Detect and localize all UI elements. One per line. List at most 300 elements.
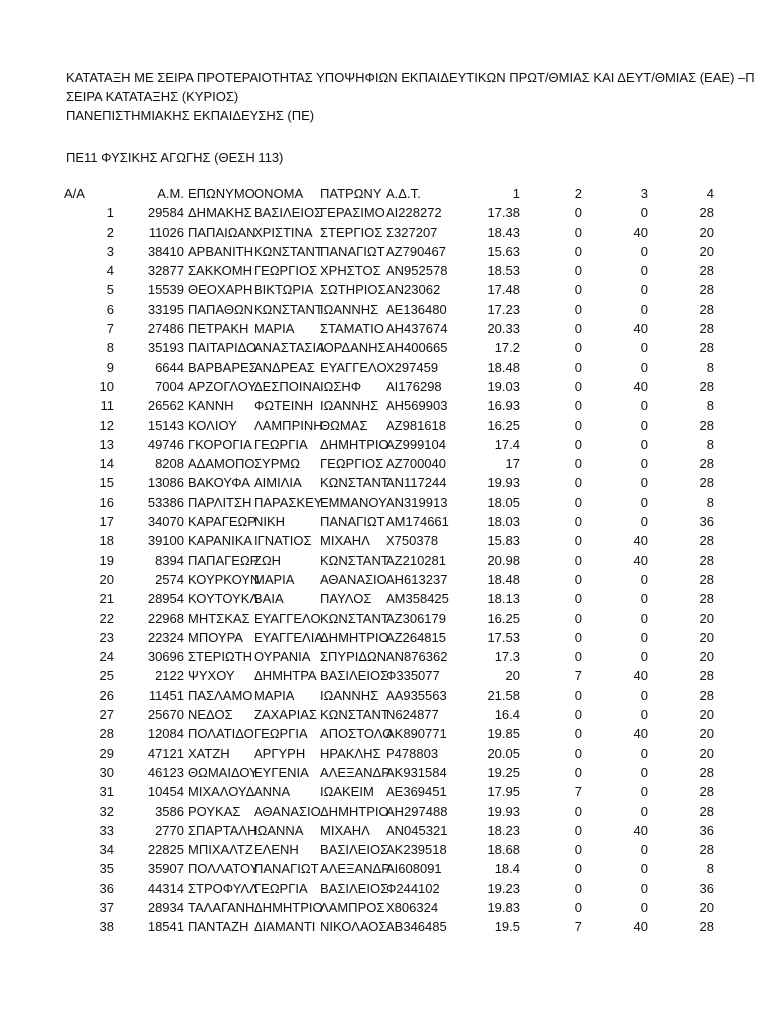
row-index-cell: 14: [99, 456, 114, 472]
score-3-cell: 0: [640, 784, 648, 800]
score-4-cell: 20: [699, 899, 714, 915]
score-4-cell: 28: [699, 784, 714, 800]
id-number-cell: ΑΗ400665: [386, 340, 448, 356]
id-number-cell: Φ335077: [386, 668, 440, 684]
registration-number-cell: 28934: [147, 899, 184, 915]
table-body: [62, 203, 716, 936]
id-number-cell: ΑΝ876362: [386, 649, 448, 665]
score-1-cell: 19.85: [487, 726, 520, 742]
score-3-cell: 40: [633, 726, 648, 742]
table-row: [62, 763, 716, 782]
surname-cell: ΜΙΧΑΛΟΥΔ: [188, 784, 255, 800]
registration-number-cell: 22324: [147, 629, 184, 645]
row-index-cell: 38: [99, 919, 114, 935]
score-1-cell: 18.13: [487, 591, 520, 607]
father-name-cell: ΚΩΝΣΤΑΝΤ: [320, 707, 389, 723]
score-2-cell: 0: [574, 803, 582, 819]
score-1-cell: 20.33: [487, 321, 520, 337]
score-1-cell: 21.58: [487, 687, 520, 703]
score-3-cell: 0: [640, 456, 648, 472]
father-name-cell: ΣΠΥΡΙΔΩΝ: [320, 649, 387, 665]
father-name-cell: ΔΗΜΗΤΡΙΟ: [320, 436, 389, 452]
score-2-cell: 0: [574, 707, 582, 723]
id-number-cell: ΑΙ608091: [386, 861, 442, 877]
father-name-cell: ΙΟΡΔΑΝΗΣ: [320, 340, 386, 356]
row-index-cell: 16: [99, 494, 114, 510]
first-name-cell: ΜΑΡΙΑ: [254, 321, 295, 337]
id-number-cell: ΑΝ045321: [386, 822, 448, 838]
row-index-cell: 10: [99, 378, 114, 394]
registration-number-cell: 15539: [147, 282, 184, 298]
row-index-cell: 25: [99, 668, 114, 684]
id-number-cell: Χ297459: [386, 359, 439, 375]
surname-cell: ΒΑΚΟΥΦΑ: [188, 475, 250, 491]
score-3-cell: 0: [640, 899, 648, 915]
score-2-cell: 0: [574, 263, 582, 279]
id-number-cell: ΑΝ319913: [386, 494, 448, 510]
table-row: [62, 802, 716, 821]
score-1-cell: 17.38: [487, 205, 520, 221]
id-number-cell: ΑΖ790467: [386, 243, 446, 259]
score-2-cell: 0: [574, 745, 582, 761]
registration-number-cell: 25670: [147, 707, 184, 723]
surname-cell: ΣΠΑΡΤΑΛΗ: [188, 822, 257, 838]
surname-cell: ΠΕΤΡΑΚΗ: [188, 321, 249, 337]
table-row: [62, 261, 716, 280]
registration-number-cell: 33195: [147, 301, 184, 317]
score-1-cell: 18.68: [487, 842, 520, 858]
registration-number-cell: 2122: [155, 668, 184, 684]
surname-cell: ΘΩΜΑΙΔΟΥ: [188, 764, 258, 780]
row-index-cell: 37: [99, 899, 114, 915]
surname-cell: ΠΑΠΑΓΕΩΡ: [188, 552, 259, 568]
score-4-cell: 28: [699, 533, 714, 549]
first-name-cell: ΟΥΡΑΝΙΑ: [254, 649, 311, 665]
table-row: [62, 744, 716, 763]
registration-number-cell: 34070: [147, 514, 184, 530]
score-2-cell: 7: [574, 668, 582, 684]
row-index-cell: 19: [99, 552, 114, 568]
first-name-cell: ΔΗΜΗΤΡΙΟ: [254, 899, 323, 915]
score-1-cell: 18.03: [487, 514, 520, 530]
column-header: 1: [512, 186, 520, 201]
registration-number-cell: 53386: [147, 494, 184, 510]
first-name-cell: ΦΩΤΕΙΝΗ: [254, 398, 314, 414]
surname-cell: ΠΑΠΑΘΩΝ: [188, 301, 254, 317]
score-4-cell: 36: [699, 880, 714, 896]
score-2-cell: 0: [574, 224, 582, 240]
id-number-cell: ΑΒ346485: [386, 919, 447, 935]
first-name-cell: ΓΕΩΡΓΙΑ: [254, 880, 308, 896]
row-index-cell: 36: [99, 880, 114, 896]
father-name-cell: ΚΩΝΣΤΑΝΤ: [320, 552, 389, 568]
score-1-cell: 18.48: [487, 571, 520, 587]
score-3-cell: 0: [640, 205, 648, 221]
table-row: [62, 782, 716, 801]
father-name-cell: ΝΙΚΟΛΑΟΣ: [320, 919, 387, 935]
score-1-cell: 17.95: [487, 784, 520, 800]
registration-number-cell: 46123: [147, 764, 184, 780]
first-name-cell: ΕΥΑΓΓΕΛΟ: [254, 610, 321, 626]
surname-cell: ΡΟΥΚΑΣ: [188, 803, 241, 819]
score-4-cell: 20: [699, 224, 714, 240]
father-name-cell: ΔΗΜΗΤΡΙΟ: [320, 803, 389, 819]
surname-cell: ΚΑΡΑΝΙΚΑ: [188, 533, 253, 549]
score-2-cell: 0: [574, 494, 582, 510]
surname-cell: ΚΑΡΑΓΕΩΡ: [188, 514, 256, 530]
row-index-cell: 1: [106, 205, 114, 221]
score-1-cell: 19.83: [487, 899, 520, 915]
column-header: Α.Δ.Τ.: [386, 186, 421, 201]
first-name-cell: ΑΙΜΙΛΙΑ: [254, 475, 302, 491]
section-title: ΠΕ11 ΦΥΣΙΚΗΣ ΑΓΩΓΗΣ (ΘΕΣΗ 113): [66, 150, 284, 165]
surname-cell: ΧΑΤΖΗ: [188, 745, 230, 761]
first-name-cell: ΔΕΣΠΟΙΝΑ: [254, 378, 321, 394]
score-4-cell: 8: [706, 494, 714, 510]
score-4-cell: 28: [699, 282, 714, 298]
score-3-cell: 0: [640, 263, 648, 279]
score-2-cell: 0: [574, 687, 582, 703]
score-1-cell: 16.25: [487, 610, 520, 626]
score-3-cell: 40: [633, 224, 648, 240]
score-1-cell: 18.4: [494, 861, 520, 877]
score-3-cell: 0: [640, 591, 648, 607]
registration-number-cell: 15143: [147, 417, 184, 433]
first-name-cell: ΜΑΡΙΑ: [254, 687, 295, 703]
row-index-cell: 21: [99, 591, 114, 607]
surname-cell: ΚΑΝΝΗ: [188, 398, 234, 414]
score-3-cell: 0: [640, 861, 648, 877]
father-name-cell: ΕΜΜΑΝΟΥ: [320, 494, 387, 510]
father-name-cell: ΙΩΑΝΝΗΣ: [320, 687, 379, 703]
score-3-cell: 0: [640, 417, 648, 433]
score-3-cell: 0: [640, 649, 648, 665]
registration-number-cell: 7004: [155, 378, 184, 394]
score-3-cell: 40: [633, 919, 648, 935]
score-2-cell: 0: [574, 359, 582, 375]
score-1-cell: 20.05: [487, 745, 520, 761]
father-name-cell: ΒΑΣΙΛΕΙΟΣ: [320, 668, 389, 684]
score-3-cell: 0: [640, 629, 648, 645]
surname-cell: ΣΑΚΚΟΜΗ: [188, 263, 252, 279]
score-4-cell: 28: [699, 591, 714, 607]
row-index-cell: 9: [106, 359, 114, 375]
surname-cell: ΑΡΒΑΝΙΤΗ: [188, 243, 254, 259]
column-header: 3: [640, 186, 648, 201]
table-header-row: [62, 184, 716, 203]
score-1-cell: 17.2: [494, 340, 520, 356]
row-index-cell: 18: [99, 533, 114, 549]
id-number-cell: Φ244102: [386, 880, 440, 896]
header-line-2: ΣΕΙΡΑ ΚΑΤΑΤΑΞΗΣ (ΚΥΡΙΟΣ): [66, 89, 239, 104]
first-name-cell: ΕΥΓΕΝΙΑ: [254, 764, 309, 780]
score-3-cell: 0: [640, 745, 648, 761]
surname-cell: ΜΠΟΥΡΑ: [188, 629, 243, 645]
score-1-cell: 19.93: [487, 475, 520, 491]
first-name-cell: ΑΝΝΑ: [254, 784, 291, 800]
row-index-cell: 31: [99, 784, 114, 800]
table-row: [62, 338, 716, 357]
father-name-cell: ΑΘΑΝΑΣΙΟ: [320, 571, 387, 587]
registration-number-cell: 47121: [147, 745, 184, 761]
score-3-cell: 0: [640, 803, 648, 819]
first-name-cell: ΛΑΜΠΡΙΝΗ: [254, 417, 323, 433]
first-name-cell: ΓΕΩΡΓΙΑ: [254, 726, 308, 742]
score-4-cell: 28: [699, 668, 714, 684]
id-number-cell: ΑΖ700040: [386, 456, 446, 472]
row-index-cell: 24: [99, 649, 114, 665]
score-3-cell: 0: [640, 764, 648, 780]
id-number-cell: Σ327207: [386, 224, 438, 240]
score-3-cell: 0: [640, 359, 648, 375]
id-number-cell: ΑΙ176298: [386, 378, 442, 394]
father-name-cell: ΙΩΑΝΝΗΣ: [320, 398, 379, 414]
first-name-cell: ΔΙΑΜΑΝΤΙ: [254, 919, 316, 935]
score-1-cell: 16.25: [487, 417, 520, 433]
registration-number-cell: 35193: [147, 340, 184, 356]
father-name-cell: ΠΑΝΑΓΙΩΤ: [320, 514, 385, 530]
father-name-cell: ΣΤΕΡΓΙΟΣ: [320, 224, 383, 240]
score-2-cell: 0: [574, 552, 582, 568]
id-number-cell: ΑΝ952578: [386, 263, 448, 279]
score-1-cell: 18.23: [487, 822, 520, 838]
first-name-cell: ΚΩΝΣΤΑΝΤ: [254, 301, 323, 317]
registration-number-cell: 44314: [147, 880, 184, 896]
surname-cell: ΚΟΥΤΟΥΚΛ: [188, 591, 259, 607]
registration-number-cell: 35907: [147, 861, 184, 877]
surname-cell: ΑΡΖΟΓΛΟΥ: [188, 378, 257, 394]
id-number-cell: ΑΙ228272: [386, 205, 442, 221]
surname-cell: ΜΠΙΧΑΛΤΖ: [188, 842, 253, 858]
score-2-cell: 0: [574, 475, 582, 491]
score-4-cell: 20: [699, 649, 714, 665]
table-row: [62, 203, 716, 222]
score-4-cell: 36: [699, 822, 714, 838]
id-number-cell: ΑΖ264815: [386, 629, 446, 645]
row-index-cell: 11: [100, 398, 114, 414]
score-1-cell: 15.63: [487, 243, 520, 259]
father-name-cell: ΗΡΑΚΛΗΣ: [320, 745, 381, 761]
score-2-cell: 0: [574, 842, 582, 858]
score-2-cell: 0: [574, 629, 582, 645]
surname-cell: ΣΤΕΡΙΩΤΗ: [188, 649, 252, 665]
score-4-cell: 28: [699, 205, 714, 221]
registration-number-cell: 2574: [155, 571, 184, 587]
registration-number-cell: 32877: [147, 263, 184, 279]
row-index-cell: 17: [99, 514, 114, 530]
row-index-cell: 30: [99, 764, 114, 780]
id-number-cell: ΑΝ23062: [386, 282, 441, 298]
row-index-cell: 28: [99, 726, 114, 742]
row-index-cell: 22: [99, 610, 114, 626]
registration-number-cell: 49746: [147, 436, 184, 452]
father-name-cell: ΓΕΩΡΓΙΟΣ: [320, 456, 384, 472]
table-row: [62, 724, 716, 743]
first-name-cell: ΕΥΑΓΓΕΛΙΑ: [254, 629, 324, 645]
score-4-cell: 20: [699, 629, 714, 645]
row-index-cell: 4: [106, 263, 114, 279]
id-number-cell: ΑΗ297488: [386, 803, 448, 819]
table-row: [62, 435, 716, 454]
father-name-cell: ΒΑΣΙΛΕΙΟΣ: [320, 842, 389, 858]
score-1-cell: 19.23: [487, 880, 520, 896]
row-index-cell: 34: [99, 842, 114, 858]
surname-cell: ΘΕΟΧΑΡΗ: [188, 282, 253, 298]
table-row: [62, 242, 716, 261]
father-name-cell: ΑΛΕΞΑΝΔΡ: [320, 861, 390, 877]
father-name-cell: ΙΩΣΗΦ: [320, 378, 362, 394]
column-header: Α/Α: [64, 186, 85, 201]
table-row: [62, 589, 716, 608]
registration-number-cell: 3586: [155, 803, 184, 819]
registration-number-cell: 29584: [147, 205, 184, 221]
score-1-cell: 17: [505, 456, 520, 472]
row-index-cell: 2: [106, 224, 114, 240]
table-row: [62, 493, 716, 512]
score-2-cell: 0: [574, 243, 582, 259]
score-3-cell: 40: [633, 822, 648, 838]
table-row: [62, 454, 716, 473]
surname-cell: ΠΑΣΛΑΜΟ: [188, 687, 253, 703]
father-name-cell: ΘΩΜΑΣ: [320, 417, 368, 433]
score-2-cell: 0: [574, 861, 582, 877]
row-index-cell: 7: [106, 321, 114, 337]
father-name-cell: ΠΑΝΑΓΙΩΤ: [320, 243, 385, 259]
first-name-cell: ΑΡΓΥΡΗ: [254, 745, 306, 761]
registration-number-cell: 26562: [147, 398, 184, 414]
score-2-cell: 7: [574, 784, 582, 800]
score-2-cell: 0: [574, 282, 582, 298]
id-number-cell: ΑΗ437674: [386, 321, 448, 337]
score-2-cell: 7: [574, 919, 582, 935]
score-2-cell: 0: [574, 899, 582, 915]
score-4-cell: 20: [699, 707, 714, 723]
score-2-cell: 0: [574, 417, 582, 433]
id-number-cell: ΑΕ369451: [386, 784, 447, 800]
score-2-cell: 0: [574, 649, 582, 665]
score-2-cell: 0: [574, 436, 582, 452]
first-name-cell: ΓΕΩΡΓΙΟΣ: [254, 263, 318, 279]
row-index-cell: 26: [99, 687, 114, 703]
score-1-cell: 15.83: [487, 533, 520, 549]
score-4-cell: 36: [699, 514, 714, 530]
table-row: [62, 551, 716, 570]
first-name-cell: ΑΝΔΡΕΑΣ: [254, 359, 315, 375]
score-3-cell: 40: [633, 668, 648, 684]
father-name-cell: ΧΡΗΣΤΟΣ: [320, 263, 381, 279]
score-3-cell: 40: [633, 552, 648, 568]
table-row: [62, 570, 716, 589]
first-name-cell: ΙΩΑΝΝΑ: [254, 822, 304, 838]
score-4-cell: 28: [699, 571, 714, 587]
row-index-cell: 20: [99, 571, 114, 587]
table-row: [62, 280, 716, 299]
first-name-cell: ΧΡΙΣΤΙΝΑ: [254, 224, 313, 240]
score-1-cell: 20: [505, 668, 520, 684]
score-1-cell: 17.53: [487, 629, 520, 645]
id-number-cell: ΑΖ210281: [386, 552, 446, 568]
id-number-cell: ΑΑ935563: [386, 687, 447, 703]
id-number-cell: ΑΝ117244: [386, 475, 447, 491]
registration-number-cell: 39100: [147, 533, 184, 549]
table-row: [62, 396, 716, 415]
id-number-cell: Ρ478803: [386, 745, 439, 761]
id-number-cell: ΑΜ358425: [386, 591, 449, 607]
score-4-cell: 28: [699, 456, 714, 472]
score-4-cell: 20: [699, 243, 714, 259]
score-3-cell: 0: [640, 571, 648, 587]
score-3-cell: 0: [640, 475, 648, 491]
registration-number-cell: 13086: [147, 475, 184, 491]
registration-number-cell: 28954: [147, 591, 184, 607]
column-header: ΟΝΟΜΑ: [254, 186, 304, 201]
registration-number-cell: 11451: [148, 687, 184, 703]
row-index-cell: 32: [99, 803, 114, 819]
score-4-cell: 8: [706, 861, 714, 877]
score-4-cell: 28: [699, 378, 714, 394]
score-4-cell: 28: [699, 842, 714, 858]
score-3-cell: 40: [633, 378, 648, 394]
id-number-cell: ΑΚ931584: [386, 764, 447, 780]
surname-cell: ΠΟΛΑΤΙΔΟ: [188, 726, 254, 742]
table-row: [62, 223, 716, 242]
score-4-cell: 28: [699, 475, 714, 491]
score-4-cell: 20: [699, 726, 714, 742]
row-index-cell: 15: [99, 475, 114, 491]
table-row: [62, 416, 716, 435]
score-3-cell: 0: [640, 243, 648, 259]
registration-number-cell: 6644: [155, 359, 184, 375]
surname-cell: ΠΑΡΛΙΤΣΗ: [188, 494, 252, 510]
score-2-cell: 0: [574, 301, 582, 317]
score-4-cell: 28: [699, 803, 714, 819]
id-number-cell: ΑΖ999104: [386, 436, 446, 452]
score-4-cell: 28: [699, 919, 714, 935]
row-index-cell: 5: [106, 282, 114, 298]
first-name-cell: ΕΛΕΝΗ: [254, 842, 299, 858]
id-number-cell: Ν624877: [386, 707, 439, 723]
surname-cell: ΚΟΛΙΟΥ: [188, 417, 237, 433]
score-3-cell: 0: [640, 436, 648, 452]
registration-number-cell: 27486: [147, 321, 184, 337]
score-2-cell: 0: [574, 378, 582, 394]
row-index-cell: 35: [99, 861, 114, 877]
table-row: [62, 300, 716, 319]
father-name-cell: ΒΑΣΙΛΕΙΟΣ: [320, 880, 389, 896]
registration-number-cell: 12084: [147, 726, 184, 742]
score-3-cell: 0: [640, 842, 648, 858]
registration-number-cell: 38410: [147, 243, 184, 259]
first-name-cell: ΒΑΙΑ: [254, 591, 284, 607]
table-row: [62, 686, 716, 705]
score-3-cell: 0: [640, 494, 648, 510]
score-1-cell: 19.25: [487, 764, 520, 780]
column-header: 2: [574, 186, 582, 201]
score-4-cell: 28: [699, 764, 714, 780]
id-number-cell: ΑΜ174661: [386, 514, 449, 530]
first-name-cell: ΣΥΡΜΩ: [254, 456, 300, 472]
table-row: [62, 609, 716, 628]
row-index-cell: 33: [99, 822, 114, 838]
score-2-cell: 0: [574, 591, 582, 607]
score-4-cell: 28: [699, 321, 714, 337]
score-2-cell: 0: [574, 822, 582, 838]
father-name-cell: ΑΠΟΣΤΟΛΟ: [320, 726, 393, 742]
surname-cell: ΤΑΛΑΓΑΝΗ: [188, 899, 255, 915]
first-name-cell: ΑΘΑΝΑΣΙΟ: [254, 803, 321, 819]
father-name-cell: ΠΑΥΛΟΣ: [320, 591, 372, 607]
row-index-cell: 29: [99, 745, 114, 761]
